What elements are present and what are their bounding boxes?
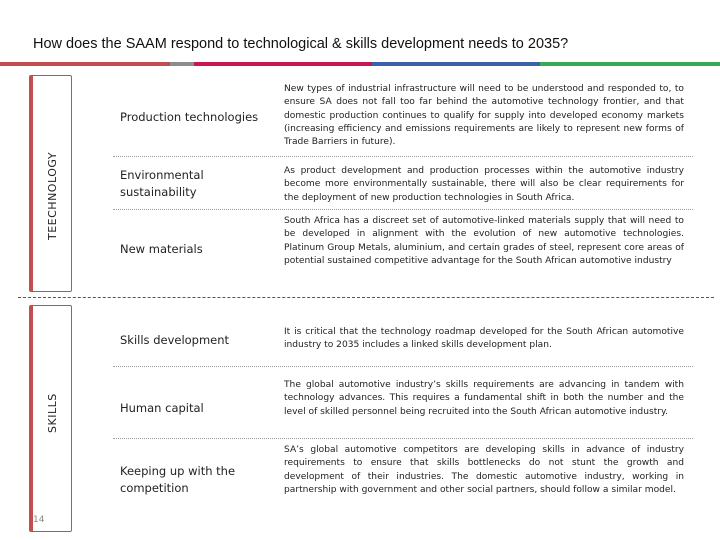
row-label: Keeping up with the competition [120,464,236,495]
technology-side-accent [30,76,33,291]
row-label: New materials [120,242,203,256]
technology-section-label: TEECHNOLOGY [46,151,59,240]
skills-side-accent [30,306,33,531]
row-label: Human capital [120,401,204,415]
accent-bar-grey [170,62,194,66]
row-description: New types of industrial infrastructure will need to be understood and responded to, to ensure SA does not fall too far behind the automotive technology frontier, and that domestic production continues to qualify for supply into developed economy markets (increasing efficiency and emissions requirements are likely to represent new forms of Trade Barriers in future). [284,84,684,148]
row-description: As product development and production processes within the automotive industry become more environmentally sustainable, there will also be clear requirements for the deployment of new production technologies in South Africa. [284,166,684,203]
accent-bar-magenta [194,62,372,66]
row-label: Skills development [120,333,230,347]
row-label: Production technologies [120,110,259,124]
row-description: SA’s global automotive competitors are developing skills in advance of industry requirements to ensure that skills bottlenecks do not stunt the growth and development of their industries. The domestic automotive industry, working in partnership with government and other social partners, should follow a similar model. [284,445,684,495]
row-label: Environmental sustainability [120,168,204,199]
page-title: How does the SAAM respond to technological & skills development needs to 2035? [33,36,569,52]
accent-bar-green [540,62,720,66]
accent-bar-red [0,62,170,66]
table-row [113,367,693,439]
skills-section-label: SKILLS [46,393,59,433]
row-description: It is critical that the technology roadmap developed for the South African automotive industry to 2035 includes a linked skills development plan. [284,327,684,351]
accent-bar-blue [372,62,540,66]
table-row [113,210,693,292]
row-description: The global automotive industry’s skills requirements are advancing in tandem with technology advances. This requires a fundamental shift in both the number and the level of skilled personnel being recruited into the South African automotive industry. [284,380,684,417]
table-row [113,305,693,367]
section-divider [18,297,714,298]
table-row [113,75,693,157]
table-row [113,157,693,210]
row-description: South Africa has a discreet set of automotive-linked materials supply that will need to be developed in alignment with the evolution of new automotive technologies. Platinum Group Metals, aluminium, and certain grades of steel, represent core areas of potential sustained competitive advantage for the South African automotive industry [284,216,684,266]
table-row [113,439,693,521]
page-number: 14 [33,515,45,525]
